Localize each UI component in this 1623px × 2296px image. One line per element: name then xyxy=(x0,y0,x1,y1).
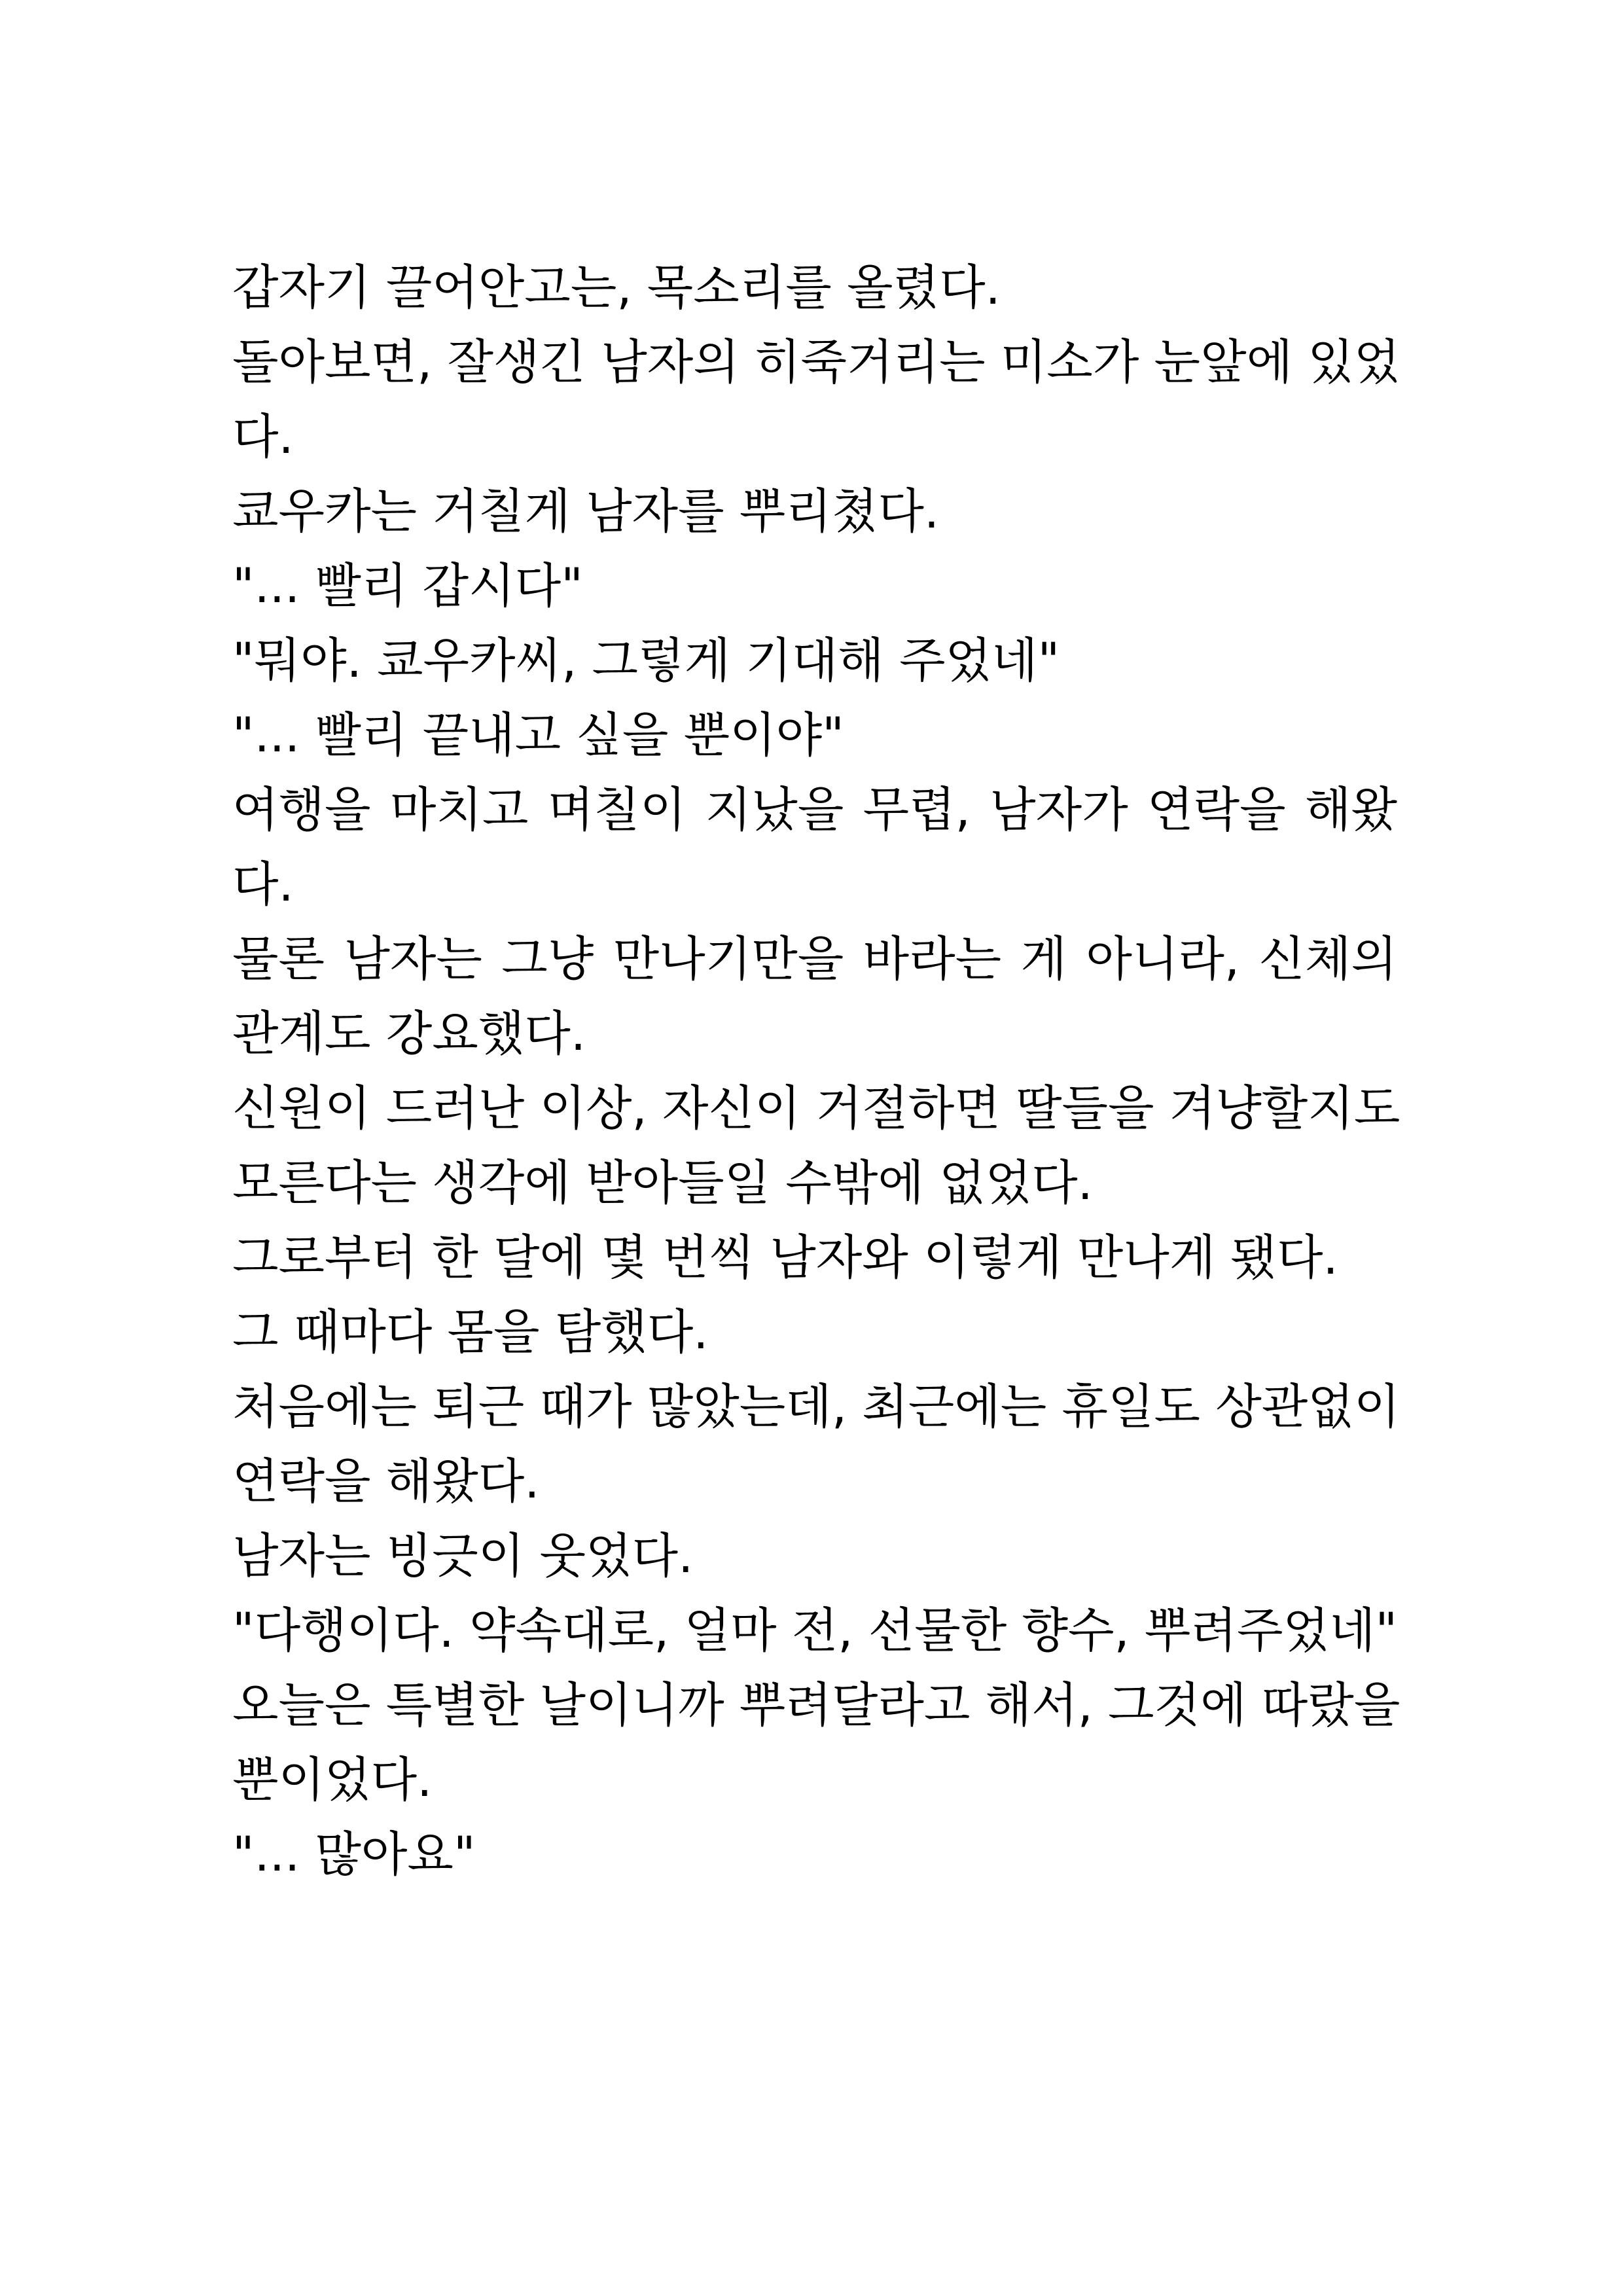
text-line: "다행이다. 약속대로, 얼마 전, 선물한 향수, 뿌려주었네" xyxy=(232,1603,1398,1659)
text-line: 그로부터 한 달에 몇 번씩 남자와 이렇게 만나게 됐다. xyxy=(232,1230,1338,1285)
text-line: 모른다는 생각에 받아들일 수밖에 없었다. xyxy=(232,1155,1093,1211)
text-line: "... 빨리 끝내고 싶을 뿐이야" xyxy=(232,708,844,763)
text-line: 돌아보면, 잘생긴 남자의 히죽거리는 미소가 눈앞에 있었 xyxy=(232,334,1400,390)
text-line: 신원이 드러난 이상, 자신이 거절하면 딸들을 겨냥할지도 xyxy=(232,1081,1400,1136)
text-line: 관계도 강요했다. xyxy=(232,1006,586,1062)
text-line: 물론 남자는 그냥 만나기만을 바라는 게 아니라, 신체의 xyxy=(232,931,1397,987)
text-line: 쿄우카는 거칠게 남자를 뿌리쳤다. xyxy=(232,484,940,539)
text-line: "... 많아요" xyxy=(232,1827,476,1882)
text-line: 다. xyxy=(232,409,294,465)
text-line: "뭐야. 쿄우카씨, 그렇게 기대해 주었네" xyxy=(232,633,1060,689)
text-line: 그 때마다 몸을 탐했다. xyxy=(232,1304,709,1360)
body-text xyxy=(232,251,1400,1892)
text-line: 갑자기 끌어안고는, 목소리를 올렸다. xyxy=(232,260,1001,315)
text-line: "... 빨리 갑시다" xyxy=(232,558,583,614)
text-line: 다. xyxy=(232,857,294,912)
text-line: 연락을 해왔다. xyxy=(232,1454,540,1509)
text-line: 남자는 빙긋이 웃었다. xyxy=(232,1528,694,1584)
text-line: 처음에는 퇴근 때가 많았는데, 최근에는 휴일도 상관없이 xyxy=(232,1379,1400,1435)
text-line: 뿐이었다. xyxy=(232,1752,433,1808)
text-line: 여행을 마치고 며칠이 지났을 무렵, 남자가 연락을 해왔 xyxy=(232,782,1397,838)
text-line: 오늘은 특별한 날이니까 뿌려달라고 해서, 그것에 따랐을 xyxy=(232,1677,1400,1733)
